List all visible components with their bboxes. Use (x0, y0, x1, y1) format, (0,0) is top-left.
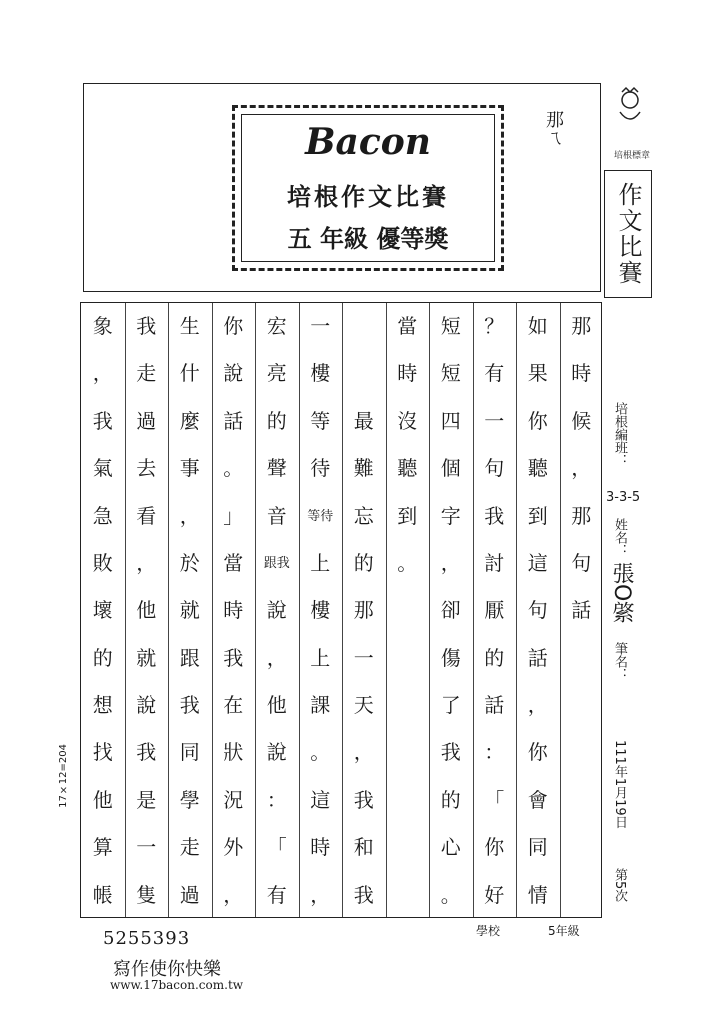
grid-character: 厭 (484, 598, 505, 623)
grid-character: 說 (223, 361, 244, 386)
grid-character: 那 (353, 598, 374, 623)
grid-character: 一 (136, 835, 157, 860)
grid-character: 說 (266, 740, 287, 765)
grid-character: 話 (527, 645, 548, 670)
grid-character: 你 (223, 314, 244, 338)
grid-character: 我 (353, 882, 374, 907)
grid-character: 找 (92, 740, 113, 765)
grid-character: 我 (484, 503, 505, 528)
grid-character: 如 (527, 314, 548, 338)
grid-character: 字 (440, 503, 461, 528)
grid-character: 急 (92, 503, 113, 528)
grid-character: 我 (223, 645, 244, 670)
grid-character: 過 (136, 408, 157, 433)
grid-character: ， (571, 456, 592, 481)
grid-character: 你 (527, 408, 548, 433)
grid-character: 好 (484, 882, 505, 907)
grid-character: ， (266, 645, 287, 670)
grid-character: ： (484, 740, 505, 765)
grid-character: 課 (310, 693, 331, 718)
grid-character: 跟 (179, 645, 200, 670)
grid-character: 於 (179, 550, 200, 575)
grid-character: 算 (92, 835, 113, 860)
grid-character: 時 (571, 361, 592, 386)
grid-character: 過 (179, 882, 200, 907)
grid-character: 敗 (92, 550, 113, 575)
grid-character: 麼 (179, 408, 200, 433)
grid-character: ， (179, 503, 200, 528)
grid-character: 話 (571, 598, 592, 623)
grid-character: ， (353, 740, 374, 765)
round-label: 第5次 (612, 868, 627, 903)
grid-character: 句 (484, 456, 505, 481)
grid-character: 是 (136, 787, 157, 812)
grid-character: 。 (223, 456, 244, 481)
grid-character: 。 (310, 740, 331, 765)
grid-character: 和 (353, 835, 374, 860)
grid-character: 說 (266, 598, 287, 623)
grid-character: ， (92, 361, 113, 386)
grid-character: ， (440, 550, 461, 575)
grid-character: 我 (179, 693, 200, 718)
grid-character: 上 (310, 550, 331, 575)
grid-character: 帳 (92, 882, 113, 907)
grid-character: 生 (179, 314, 200, 338)
brand-logo: Bacon (305, 121, 431, 163)
contest-title: 培根作文比賽 (287, 183, 449, 211)
grid-character: 我 (136, 314, 157, 338)
grid-character: 學 (179, 787, 200, 812)
grid-character: 在 (223, 693, 244, 718)
grid-character: 時 (397, 361, 418, 386)
grid-character: 上 (310, 645, 331, 670)
grid-character: 個 (440, 456, 461, 481)
grid-character: 那 (571, 503, 592, 528)
grid-character: 氣 (92, 456, 113, 481)
composition-grid (80, 302, 602, 918)
grid-character: 什 (179, 361, 200, 386)
grid-character: 有 (484, 361, 505, 386)
grid-character (342, 350, 386, 397)
grid-character: 等待 (307, 508, 334, 524)
grid-character: 這 (310, 787, 331, 812)
grid-character: 的 (92, 645, 113, 670)
grid-character: 狀 (223, 740, 244, 765)
grid-character: 討 (484, 550, 505, 575)
class-value: 3-3-5 (606, 490, 641, 505)
grid-character: ， (223, 882, 244, 907)
grid-character: 去 (136, 456, 157, 481)
grid-character: 候 (571, 408, 592, 433)
mascot-stamp-icon (610, 86, 650, 126)
grid-character: 他 (92, 787, 113, 812)
grid-character: 當 (223, 550, 244, 575)
margin-note: 那ㄟ (543, 110, 564, 146)
website-url: www.17bacon.com.tw (110, 978, 244, 992)
grid-character: 我 (92, 408, 113, 433)
grid-character: 四 (440, 408, 461, 433)
grid-character: 果 (527, 361, 548, 386)
grid-character: 」 (223, 503, 244, 528)
grid-size-label: 17×12=204 (58, 744, 69, 808)
grid-character: 想 (92, 693, 113, 718)
grid-character: 壞 (92, 598, 113, 623)
grid-character: 難 (353, 456, 374, 481)
paper-code: 5255393 (103, 928, 191, 949)
grid-character: 的 (353, 550, 374, 575)
grid-character: 隻 (136, 882, 157, 907)
school-label: 學校 (476, 924, 501, 938)
pen-name-label: 筆名： (612, 642, 627, 681)
grid-character: 走 (179, 835, 200, 860)
grid-character: 我 (136, 740, 157, 765)
grid-character: 看 (136, 503, 157, 528)
grid-character: 話 (223, 408, 244, 433)
grid-character: 情 (527, 882, 548, 907)
grid-character: 就 (179, 598, 200, 623)
grid-character: 跟我 (263, 555, 290, 571)
name-value: 張O綮 (609, 562, 634, 624)
grid-character: 外 (223, 835, 244, 860)
grid-character: 況 (223, 787, 244, 812)
grid-character: 待 (310, 456, 331, 481)
grid-character: ， (136, 550, 157, 575)
grid-character: 短 (440, 314, 461, 338)
grid-character: 時 (223, 598, 244, 623)
award-text: 五 年級 優等獎 (287, 225, 449, 253)
grid-character: 傷 (440, 645, 461, 670)
grid-character: ， (310, 882, 331, 907)
grid-character: 的 (484, 645, 505, 670)
grid-character: 「 (484, 787, 505, 812)
grid-character: 話 (484, 693, 505, 718)
grid-character: 會 (527, 787, 548, 812)
grid-character: 聲 (266, 456, 287, 481)
grid-character: 他 (136, 598, 157, 623)
grid-character: 短 (440, 361, 461, 386)
grid-character: 當 (397, 314, 418, 338)
grid-character: 樓 (310, 361, 331, 386)
grid-character: ： (266, 787, 287, 812)
grid-character: 你 (527, 740, 548, 765)
grade-label: 5年級 (548, 924, 580, 938)
grid-character: 亮 (266, 361, 287, 386)
class-label: 培根編班： (612, 402, 627, 467)
grid-character: 了 (440, 693, 461, 718)
grid-character: ， (527, 693, 548, 718)
grid-character: 他 (266, 693, 287, 718)
grid-character: 聽 (527, 456, 548, 481)
grid-character: 這 (527, 550, 548, 575)
grid-character: 沒 (397, 408, 418, 433)
grid-character: 的 (266, 408, 287, 433)
grid-character: 心 (440, 835, 461, 860)
grid-character: 同 (527, 835, 548, 860)
stamp-label: 培根標章 (613, 151, 650, 161)
grid-character: 等 (310, 408, 331, 433)
slogan: 寫作使你快樂 (113, 959, 221, 980)
grid-character: 一 (353, 645, 374, 670)
grid-character: 說 (136, 693, 157, 718)
date-value: 111年1月19日 (612, 740, 627, 829)
grid-character: 忘 (353, 503, 374, 528)
grid-character: 。 (440, 882, 461, 907)
grid-character: 句 (527, 598, 548, 623)
grid-character: 你 (484, 835, 505, 860)
grid-character: 時 (310, 835, 331, 860)
grid-character: 聽 (397, 456, 418, 481)
grid-character: 「 (266, 835, 287, 860)
grid-character: 的 (440, 787, 461, 812)
grid-character: 我 (440, 740, 461, 765)
grid-character: 天 (353, 693, 374, 718)
award-banner (232, 105, 504, 271)
grid-character: 一 (484, 408, 505, 433)
grid-character (342, 303, 386, 350)
grid-character: 一 (310, 314, 331, 338)
grid-character: 卻 (440, 598, 461, 623)
grid-character: 音 (266, 503, 287, 528)
grid-character: 我 (353, 787, 374, 812)
grid-character: 象 (92, 314, 113, 338)
grid-character: 句 (571, 550, 592, 575)
grid-character: 走 (136, 361, 157, 386)
grid-character: 。 (397, 550, 418, 575)
grid-character: 樓 (310, 598, 331, 623)
grid-character: ？ (484, 314, 505, 338)
grid-character: 事 (179, 456, 200, 481)
grid-character: 同 (179, 740, 200, 765)
grid-character: 宏 (266, 314, 287, 338)
grid-character: 到 (527, 503, 548, 528)
grid-character: 就 (136, 645, 157, 670)
grid-character: 有 (266, 882, 287, 907)
grid-character: 那 (571, 314, 592, 338)
grid-character: 到 (397, 503, 418, 528)
name-label: 姓名： (612, 518, 627, 557)
title-box: 作文比賽 (604, 170, 652, 298)
grid-character: 最 (353, 408, 374, 433)
